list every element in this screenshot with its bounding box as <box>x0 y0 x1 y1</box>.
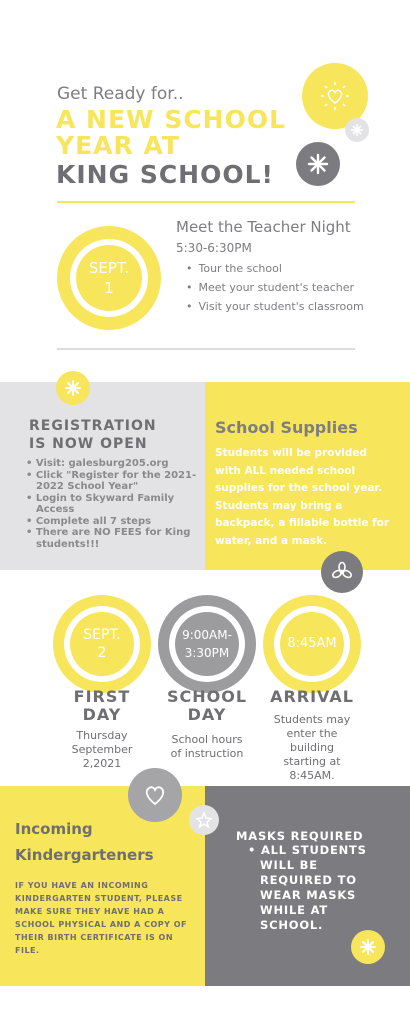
first-day-text <box>53 729 151 771</box>
star-icon <box>195 811 213 829</box>
masks-sparkle-badge <box>351 930 385 964</box>
list-item: • Tour the school <box>186 262 364 275</box>
list-item: • Meet your student's teacher <box>186 281 364 294</box>
registration-title-line1: REGISTRATION <box>29 418 157 434</box>
date-month: SEPT. <box>83 627 121 643</box>
first-day-text-line2: September <box>71 743 133 756</box>
first-day-title <box>53 688 151 724</box>
list-item: • Visit: galesburg205.org <box>26 458 198 470</box>
list-item: • Click "Register for the 2021-2022 School Year" <box>26 470 198 493</box>
arrival-text-line5: 8:45AM. <box>289 769 335 782</box>
masks-list <box>248 843 378 933</box>
list-item: • Complete all 7 steps <box>26 516 198 528</box>
first-day-text-line1: Thursday <box>76 729 128 742</box>
flower-badge <box>321 551 363 593</box>
arrival-text-line2: enter the <box>286 727 338 740</box>
header-pretitle: Get Ready for.. <box>57 84 184 104</box>
sept-1-date-badge <box>57 226 161 330</box>
meet-teacher-time: 5:30-6:30PM <box>176 241 252 255</box>
asterisk-icon <box>350 123 364 137</box>
arrival-badge <box>263 595 361 693</box>
heart-icon <box>318 79 352 113</box>
masks-title: MASKS REQUIRED <box>236 829 364 843</box>
sparkle-badge <box>296 142 340 186</box>
school-day-text-line1: School hours <box>171 733 243 746</box>
section-divider <box>57 348 355 350</box>
first-day-title-line2: DAY <box>82 705 122 724</box>
arrival-text-line1: Students may <box>273 713 351 726</box>
list-item: • Visit your student's classroom <box>186 300 364 313</box>
kindergarten-text: IF YOU HAVE AN INCOMING KINDERGARTEN STUDENT, PLEASE MAKE SURE THEY HAVE HAD A SCHOOL PHYSICAL AND A COPY OF THEIR BIRTH CERTIFICATE IS ON FILE. <box>15 881 188 955</box>
registration-title <box>29 417 199 453</box>
meet-teacher-list <box>186 262 364 319</box>
arrival-text-line3: building <box>289 741 335 754</box>
heart-icon <box>141 781 169 809</box>
school-day-title-line1: SCHOOL <box>166 687 248 706</box>
end-time: 3:30PM <box>184 646 230 660</box>
list-item: • Login to Skyward Family Access <box>26 493 198 516</box>
kindergarten-title <box>15 816 195 868</box>
first-day-title-line1: FIRST <box>73 687 131 706</box>
meet-teacher-title: Meet the Teacher Night <box>176 218 351 236</box>
school-day-text <box>150 733 264 761</box>
kindergarten-title-line2: Kindergarteners <box>15 846 154 864</box>
school-day-badge <box>158 595 256 693</box>
registration-title-line2: IS NOW OPEN <box>29 436 148 452</box>
flower-icon <box>331 561 353 583</box>
asterisk-icon <box>307 153 329 175</box>
kindergarten-title-line1: Incoming <box>15 820 93 838</box>
header-title-line2: YEAR AT <box>56 131 180 160</box>
supplies-text: Students will be provided with ALL needed school supplies for the school year. Students may bring a backpack, a fillable bottle for water, and a mask. <box>215 447 390 547</box>
heart-badge-bottom <box>128 768 182 822</box>
first-day-badge <box>53 595 151 693</box>
list-item: • ALL STUDENTS WILL BE REQUIRED TO WEAR MASKS WHILE AT SCHOOL. <box>248 843 378 933</box>
first-day-text-line3: 2,2021 <box>82 757 122 770</box>
arrival-title: ARRIVAL <box>270 687 354 706</box>
arrival-text <box>262 713 362 783</box>
header-divider <box>57 201 355 203</box>
date-day: 1 <box>104 279 114 297</box>
date-month: SEPT. <box>88 259 130 277</box>
school-day-title-line2: DAY <box>187 705 227 724</box>
small-sparkle-badge <box>345 118 369 142</box>
start-time: 9:00AM- <box>182 628 232 642</box>
asterisk-icon <box>360 939 376 955</box>
school-day-text-line2: of instruction <box>170 747 244 760</box>
list-item: • There are NO FEES for King students!!! <box>26 527 198 550</box>
arrival-text-line4: starting at <box>283 755 341 768</box>
registration-sparkle-badge <box>56 371 90 405</box>
school-day-title <box>150 688 264 724</box>
asterisk-icon <box>65 380 81 396</box>
date-day: 2 <box>97 645 107 661</box>
arrival-time: 8:45AM <box>287 636 337 651</box>
header-title-line1: A NEW SCHOOL <box>56 105 287 134</box>
registration-steps <box>26 458 198 550</box>
header-title-line3: KING SCHOOL! <box>56 160 274 189</box>
supplies-title: School Supplies <box>215 418 358 437</box>
